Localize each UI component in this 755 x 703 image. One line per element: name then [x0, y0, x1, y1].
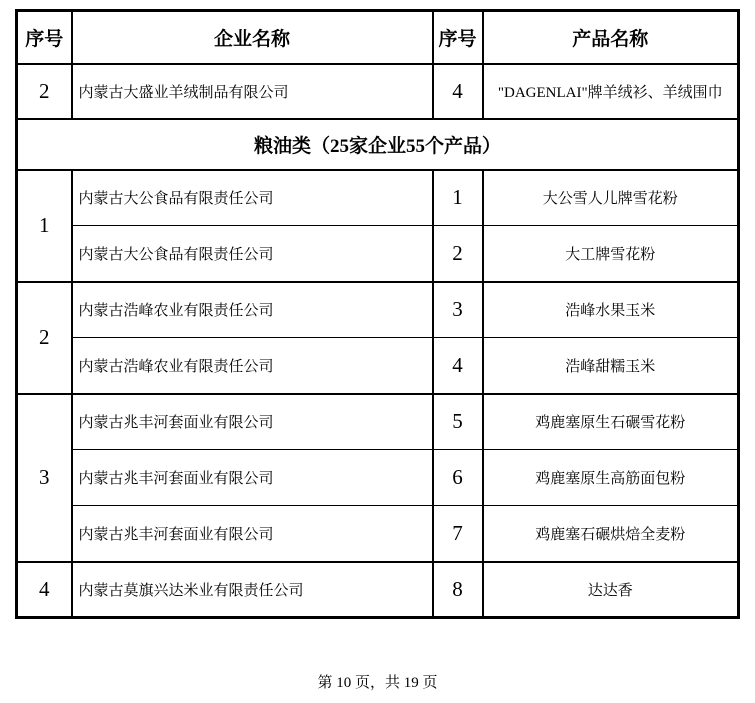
section-header-row	[17, 119, 739, 170]
table-header-row	[17, 11, 739, 64]
company-cell: 内蒙古浩峰农业有限责任公司	[72, 282, 433, 338]
col-header-group-no: 序号	[17, 11, 72, 64]
section-title: 粮油类（25家企业55个产品）	[17, 119, 739, 170]
table-row	[17, 282, 739, 338]
company-cell: 内蒙古浩峰农业有限责任公司	[72, 338, 433, 394]
table-row	[17, 170, 739, 226]
group-no-cell: 2	[17, 64, 72, 119]
product-no-cell: 6	[433, 450, 483, 506]
company-cell: 内蒙古兆丰河套面业有限公司	[72, 506, 433, 562]
product-no-cell: 5	[433, 394, 483, 450]
table-row	[17, 450, 739, 506]
product-name-cell: 大工牌雪花粉	[483, 226, 739, 282]
company-cell: 内蒙古大盛业羊绒制品有限公司	[72, 64, 433, 119]
product-no-cell: 8	[433, 562, 483, 618]
table-row	[17, 506, 739, 562]
product-table	[15, 9, 740, 619]
page-footer: 第 10 页，共 19 页	[317, 675, 438, 691]
product-no-cell: 4	[433, 64, 483, 119]
product-name-cell: 鸡鹿塞石碾烘焙全麦粉	[483, 506, 739, 562]
company-cell: 内蒙古兆丰河套面业有限公司	[72, 450, 433, 506]
group-no-cell: 1	[17, 170, 72, 282]
company-cell: 内蒙古大公食品有限责任公司	[72, 226, 433, 282]
group-no-cell: 4	[17, 562, 72, 618]
col-header-product-no: 序号	[433, 11, 483, 64]
product-name-cell: 鸡鹿塞原生石碾雪花粉	[483, 394, 739, 450]
product-name-cell: 达达香	[483, 562, 739, 618]
product-name-cell: "DAGENLAI"牌羊绒衫、羊绒围巾	[483, 64, 739, 119]
product-no-cell: 1	[433, 170, 483, 226]
table-row	[17, 338, 739, 394]
product-no-cell: 2	[433, 226, 483, 282]
product-name-cell: 浩峰水果玉米	[483, 282, 739, 338]
product-name-cell: 鸡鹿塞原生高筋面包粉	[483, 450, 739, 506]
product-no-cell: 3	[433, 282, 483, 338]
table-row	[17, 394, 739, 450]
col-header-product: 产品名称	[483, 11, 739, 64]
product-no-cell: 4	[433, 338, 483, 394]
company-cell: 内蒙古莫旗兴达米业有限责任公司	[72, 562, 433, 618]
product-name-cell: 浩峰甜糯玉米	[483, 338, 739, 394]
product-no-cell: 7	[433, 506, 483, 562]
table-row-carryover	[17, 64, 739, 119]
group-no-cell: 3	[17, 394, 72, 562]
product-name-cell: 大公雪人儿牌雪花粉	[483, 170, 739, 226]
table-row	[17, 562, 739, 618]
company-cell: 内蒙古大公食品有限责任公司	[72, 170, 433, 226]
company-cell: 内蒙古兆丰河套面业有限公司	[72, 394, 433, 450]
col-header-company: 企业名称	[72, 11, 433, 64]
group-no-cell: 2	[17, 282, 72, 394]
table-row	[17, 226, 739, 282]
